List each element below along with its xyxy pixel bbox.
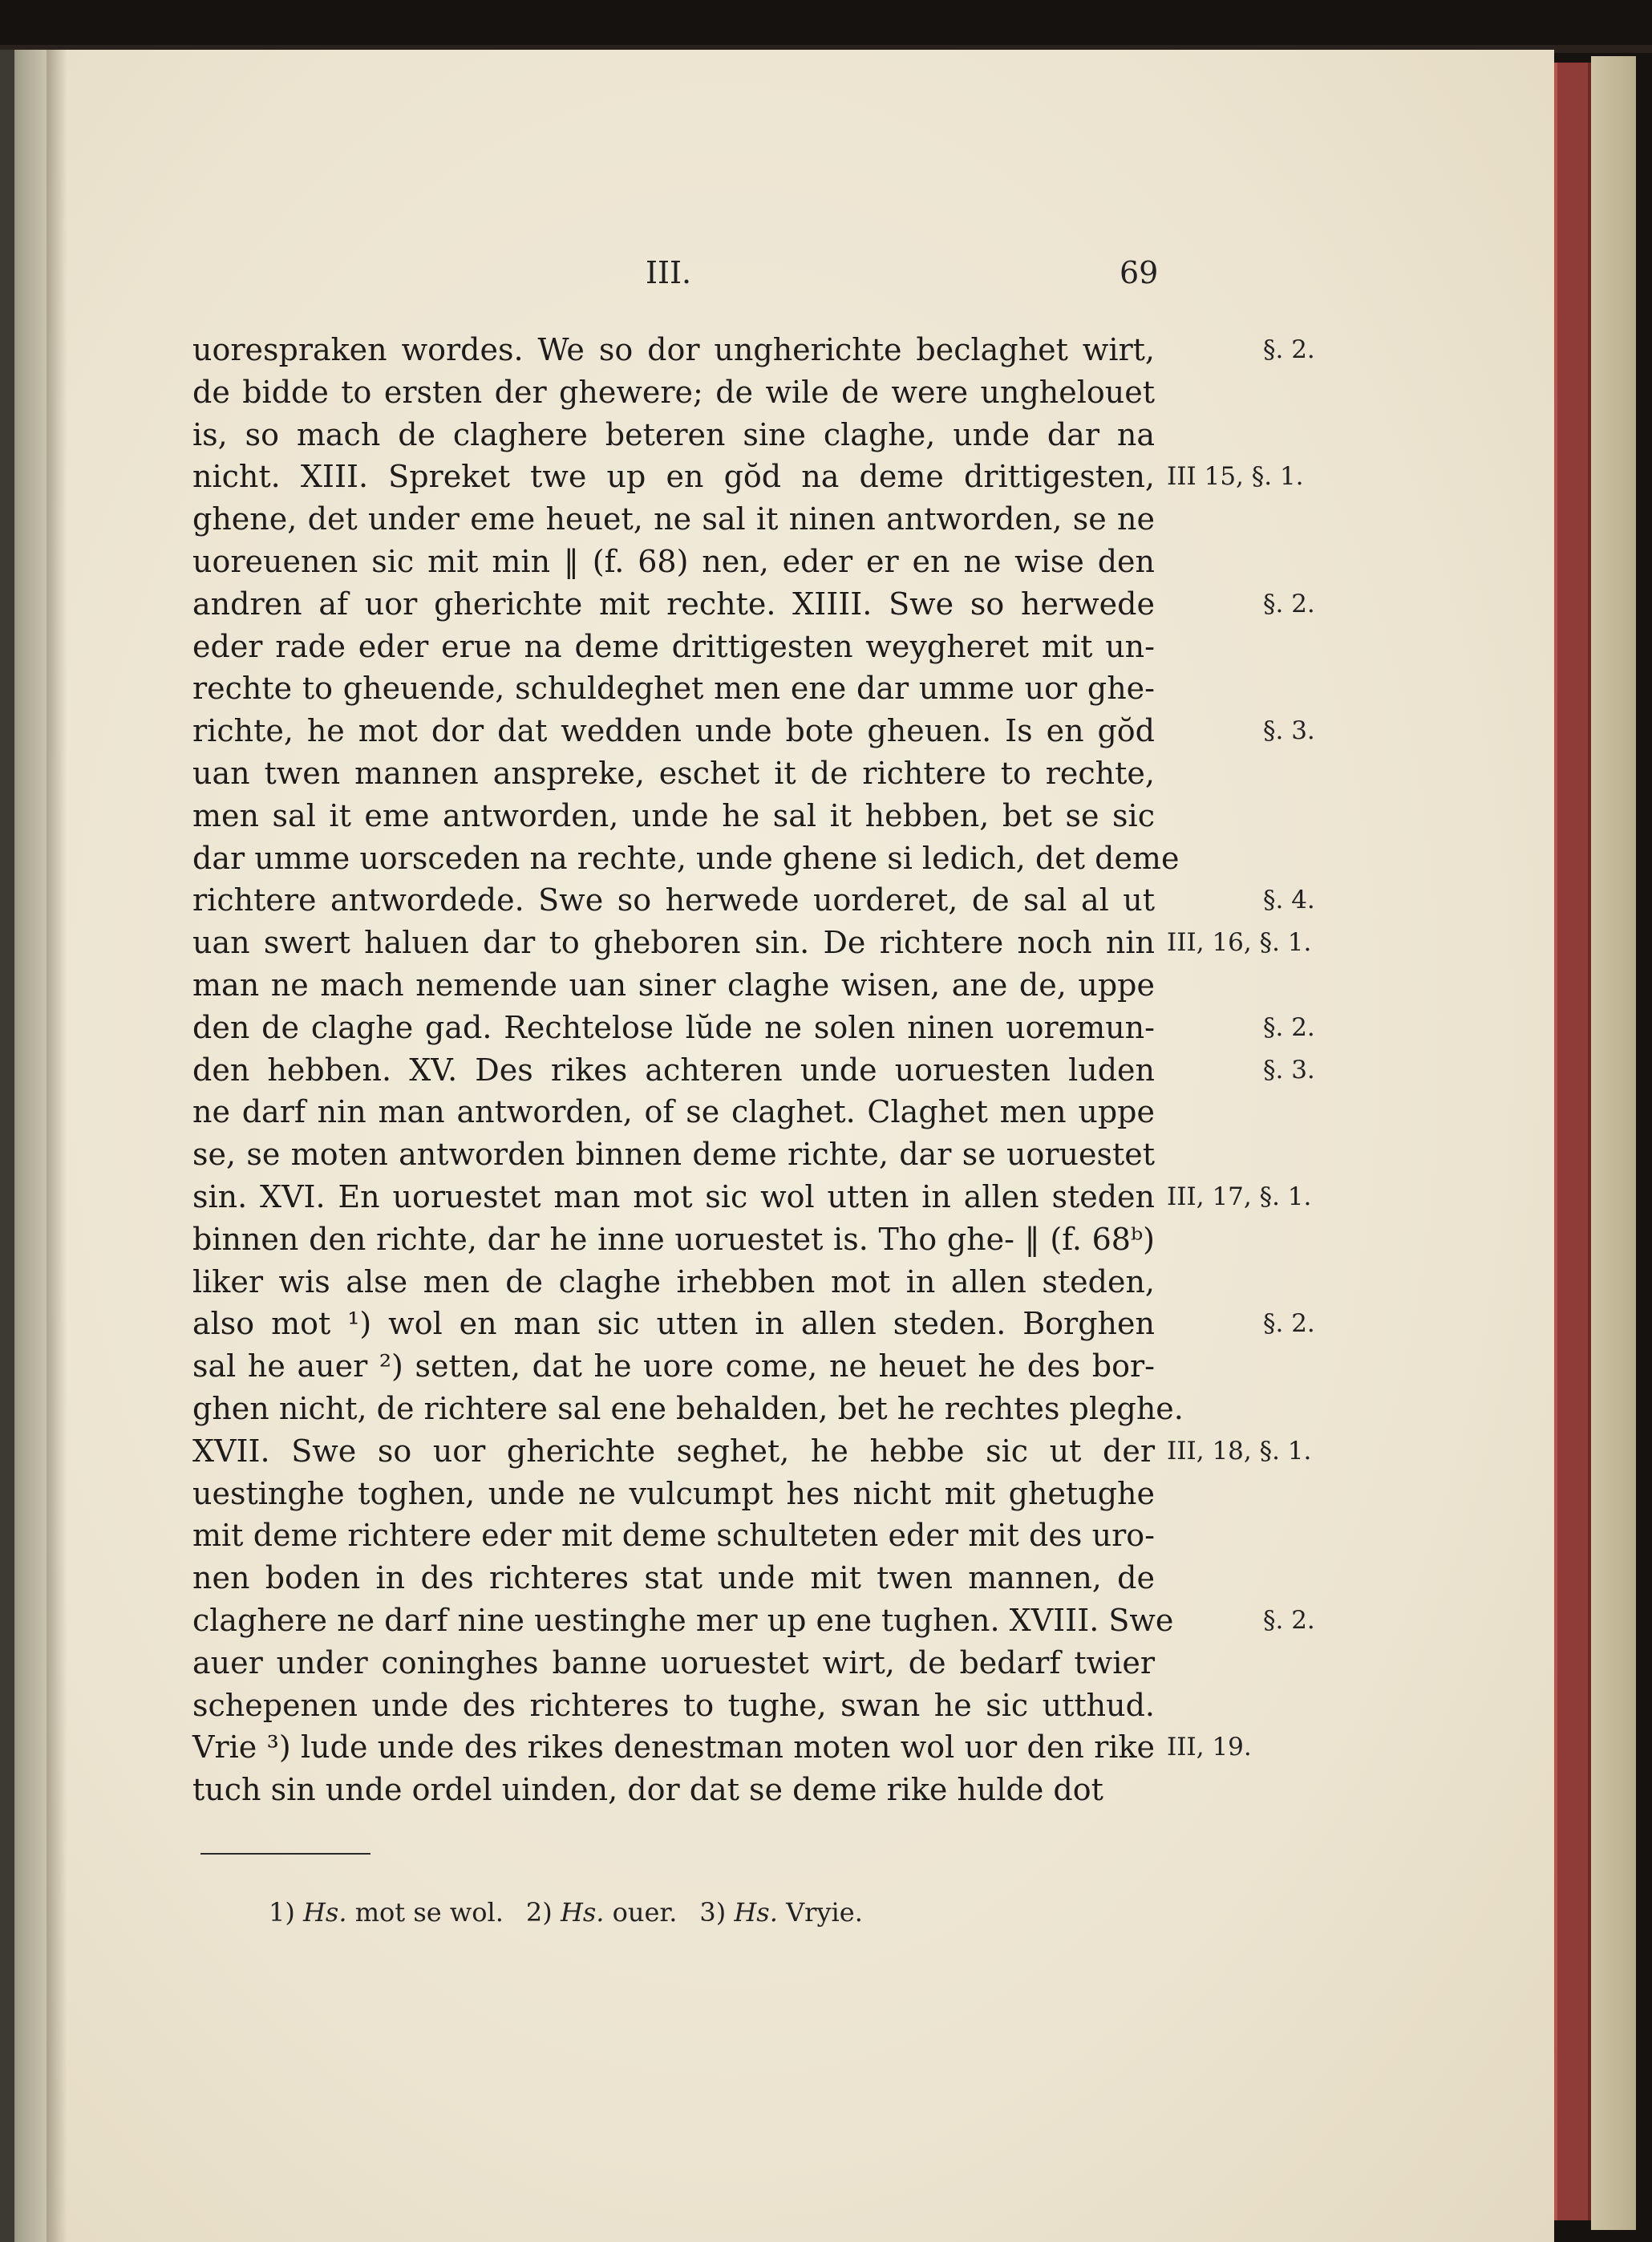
margin-spacer: [1167, 1769, 1359, 1811]
footnotes: [269, 1897, 863, 1928]
text-line: nicht. XIII. Spreket twe up en gŏd na deme drittigesten,: [192, 459, 1155, 495]
margin-spacer: [1167, 1218, 1359, 1261]
binding-shadow: [0, 50, 14, 2242]
text-line: richtere antwordede. Swe so herwede uorderet, de sal al ut: [192, 882, 1155, 918]
margin-reference: [1167, 329, 1359, 371]
running-head: III.: [646, 255, 692, 290]
margin-reference-text: §. 2.: [1263, 589, 1315, 618]
footnote-source: Hs.: [734, 1897, 778, 1928]
margin-reference: [1167, 1430, 1359, 1473]
footnote-rule: [200, 1853, 370, 1855]
margin-reference: [1167, 456, 1359, 498]
text-line: liker wis alse men de claghe irhebben mot in allen steden,: [192, 1263, 1155, 1299]
text-line: uan twen mannen anspreke, eschet it de richtere to rechte,: [192, 755, 1155, 791]
text-line: ghen nicht, de richtere sal ene behalden, bet he rechtes pleghe.: [192, 1390, 1184, 1426]
footnote-source: Hs.: [303, 1897, 347, 1928]
text-line: dar umme uorsceden na rechte, unde ghene si ledich, det deme: [192, 840, 1180, 876]
margin-spacer: [1167, 1557, 1359, 1599]
margin-reference-text: §. 3.: [1263, 1055, 1315, 1085]
footnote-mark: 1): [269, 1897, 295, 1928]
main-text: [192, 329, 1184, 1811]
text-line: sal he auer ²) setten, dat he uore come, ne heuet he des bor-: [192, 1348, 1155, 1385]
margin-reference-text: §. 2.: [1263, 335, 1315, 364]
footnote-mark: 3): [699, 1897, 727, 1928]
margin-reference-text: III, 17, §. 1.: [1167, 1182, 1312, 1211]
margin-reference: [1167, 922, 1359, 964]
book-cover-board: [1591, 56, 1636, 2230]
footnote-source: Hs.: [560, 1897, 605, 1928]
footnote: [269, 1897, 504, 1928]
text-line: den de claghe gad. Rechtelose lŭde ne solen ninen uoremun-: [192, 1009, 1155, 1045]
text-line: mit deme richtere eder mit deme schulteten eder mit des uro-: [192, 1518, 1155, 1554]
text-line: se, se moten antworden binnen deme richte, dar se uoruestet: [192, 1137, 1155, 1173]
margin-reference-text: §. 2.: [1263, 1309, 1315, 1339]
text-line: eder rade eder erue na deme drittigesten weygheret mit un-: [192, 628, 1155, 664]
footnote-text: mot se wol.: [354, 1897, 504, 1928]
margin-spacer: [1167, 1133, 1359, 1176]
margin-reference: [1167, 1599, 1359, 1642]
text-line: andren af uor gherichte mit rechte. XIIII. Swe so herwede: [192, 586, 1155, 622]
page-number: 69: [1120, 255, 1159, 290]
text-line: claghere ne darf nine uestinghe mer up ene tughen. XVIII. Swe: [192, 1602, 1174, 1638]
text-line: uan swert haluen dar to gheboren sin. De richtere noch nin: [192, 925, 1155, 961]
margin-spacer: [1167, 1388, 1359, 1430]
margin-spacer: [1167, 498, 1359, 541]
margin-spacer: [1167, 1642, 1359, 1685]
text-line: man ne mach nemende uan siner claghe wisen, ane de, uppe: [192, 967, 1155, 1003]
text-line: ne darf nin man antworden, of se claghet. Claghet men uppe: [192, 1094, 1155, 1130]
margin-reference-text: III 15, §. 1.: [1167, 462, 1304, 492]
margin-reference: [1167, 1007, 1359, 1049]
margin-reference: [1167, 1726, 1359, 1769]
gutter-shadow: [47, 50, 67, 2242]
margin-reference-text: III, 16, §. 1.: [1167, 928, 1312, 958]
margin-reference-text: III, 19.: [1167, 1733, 1252, 1762]
margin-spacer: [1167, 626, 1359, 668]
margin-spacer: [1167, 795, 1359, 837]
text-line: uorespraken wordes. We so dor ungherichte beclaghet wirt,: [192, 332, 1155, 367]
margin-reference: [1167, 879, 1359, 922]
footnote-text: ouer.: [612, 1897, 678, 1928]
margin-reference: [1167, 1176, 1359, 1218]
margin-spacer: [1167, 1345, 1359, 1388]
text-line: richte, he mot dor dat wedden unde bote gheuen. Is en gŏd: [192, 713, 1155, 749]
margin-reference: [1167, 583, 1359, 626]
footnote-text: Vryie.: [786, 1897, 863, 1928]
text-line: rechte to gheuende, schuldeghet men ene dar umme uor ghe-: [192, 671, 1155, 707]
margin-spacer: [1167, 1261, 1359, 1303]
margin-reference: [1167, 710, 1359, 752]
text-line: schepenen unde des richteres to tughe, swan he sic utthud.: [192, 1687, 1155, 1723]
margin-reference-text: §. 3.: [1263, 716, 1315, 746]
text-line: uoreuenen sic mit min ‖ (f. 68) nen, eder er en ne wise den: [192, 543, 1155, 579]
margin-spacer: [1167, 1514, 1359, 1557]
margin-spacer: [1167, 964, 1359, 1007]
margin-spacer: [1167, 541, 1359, 583]
text-line: uestinghe toghen, unde ne vulcumpt hes nicht mit ghetughe: [192, 1475, 1155, 1511]
text-line: binnen den richte, dar he inne uoruestet is. Tho ghe- ‖ (f. 68ᵇ): [192, 1221, 1155, 1257]
margin-spacer: [1167, 667, 1359, 710]
text-line: men sal it eme antworden, unde he sal it hebben, bet se sic: [192, 797, 1155, 833]
margin-references: [1167, 329, 1359, 1811]
text-line: nen boden in des richteres stat unde mit twen mannen, de: [192, 1560, 1155, 1596]
text-line: ghene, det under eme heuet, ne sal it ninen antworden, se ne: [192, 501, 1155, 537]
text-line: is, so mach de claghere beteren sine claghe, unde dar na: [192, 416, 1155, 452]
text-line: auer under coninghes banne uoruestet wirt, de bedarf twier: [192, 1644, 1155, 1680]
footnote: [699, 1897, 863, 1928]
margin-reference-text: §. 2.: [1263, 1012, 1315, 1042]
margin-spacer: [1167, 837, 1359, 880]
book-cover-red-edge: [1554, 63, 1591, 2220]
margin-reference-text: III, 18, §. 1.: [1167, 1436, 1312, 1466]
text-line: also mot ¹) wol en man sic utten in allen steden. Borghen: [192, 1306, 1155, 1342]
text-line: XVII. Swe so uor gherichte seghet, he hebbe sic ut der: [192, 1433, 1155, 1469]
text-line: de bidde to ersten der ghewere; de wile de were unghelouet: [192, 374, 1155, 410]
margin-spacer: [1167, 1091, 1359, 1133]
page-header: [192, 255, 1159, 295]
margin-spacer: [1167, 414, 1359, 456]
footnote-mark: 2): [525, 1897, 553, 1928]
margin-spacer: [1167, 752, 1359, 795]
footnote: [526, 1897, 677, 1928]
margin-spacer: [1167, 371, 1359, 414]
margin-spacer: [1167, 1685, 1359, 1727]
text-line: Vrie ³) lude unde des rikes denestman moten wol uor den rike: [192, 1729, 1155, 1766]
text-line: sin. XVI. En uoruestet man mot sic wol utten in allen steden: [192, 1178, 1155, 1214]
margin-reference-text: §. 2.: [1263, 1605, 1315, 1635]
margin-reference: [1167, 1049, 1359, 1092]
margin-spacer: [1167, 1473, 1359, 1515]
margin-reference-text: §. 4.: [1263, 886, 1315, 915]
text-line: den hebben. XV. Des rikes achteren unde uoruesten luden: [192, 1052, 1155, 1088]
margin-reference: [1167, 1303, 1359, 1345]
text-line: tuch sin unde ordel uinden, dor dat se deme rike hulde dot: [192, 1772, 1103, 1808]
